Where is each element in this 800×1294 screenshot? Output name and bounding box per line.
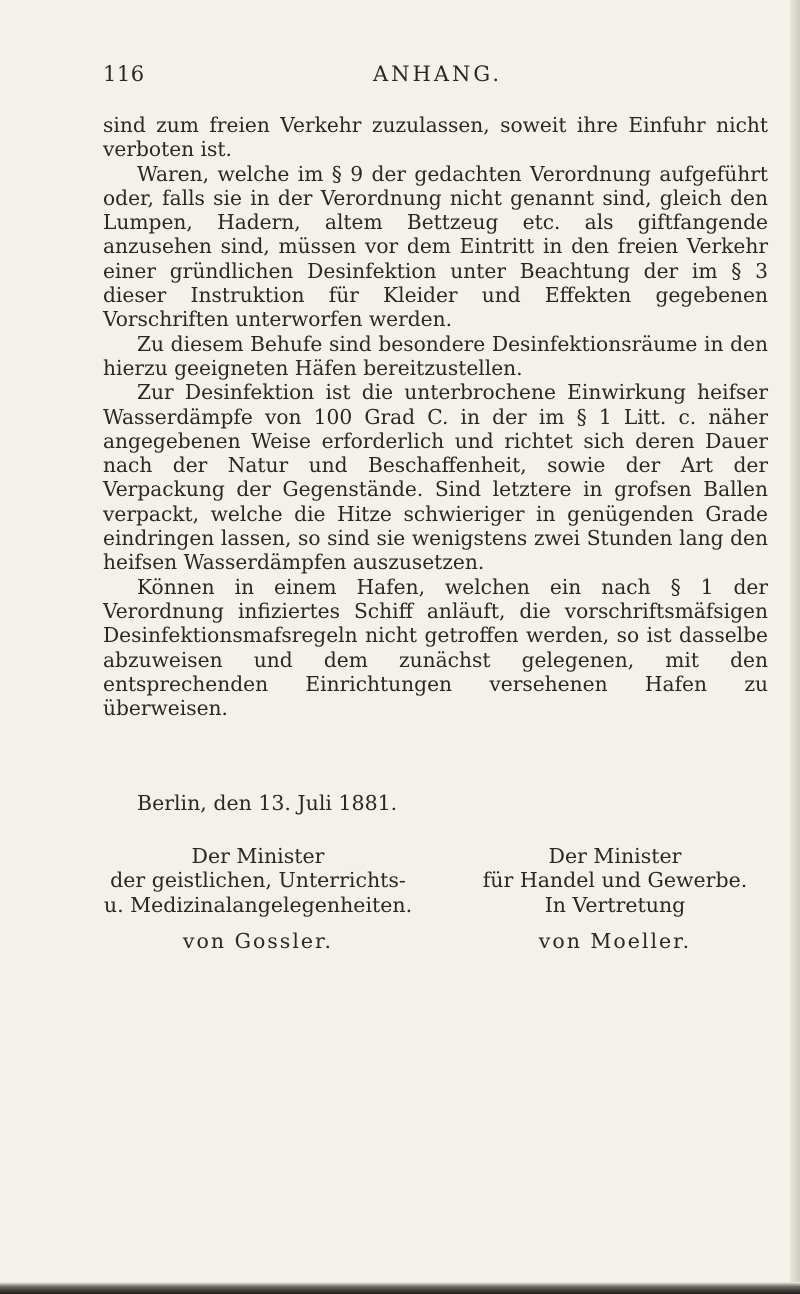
page-edge-shadow [790,0,800,1294]
running-head: ANHANG. [373,62,503,86]
signatory-name: von Gossler. [182,928,334,953]
signature-block-left [103,844,413,953]
page-bottom-edge [0,1282,800,1294]
paragraph: Waren, welche im § 9 der gedachten Verordnung aufgeführt oder, falls sie in der Verordnung nicht genannt sind, gleich den Lumpen, Hadern, altem Bettzeug etc. als giftfangende anzusehen sind, müssen vor dem Eintritt in den freien Verkehr einer gründlichen Desinfektion unter Beachtung der im § 3 dieser Instruktion für Kleider und Effekten gegebenen Vorschriften unterworfen werden. [103,161,768,332]
paragraph: sind zum freien Verkehr zuzulassen, soweit ihre Einfuhr nicht verboten ist. [103,113,768,162]
body-text [103,113,768,720]
dateline: Berlin, den 13. Juli 1881. [137,791,398,815]
paragraph: Zu diesem Behufe sind besondere Desinfektionsräume in den hierzu geeigneten Häfen bereitzustellen. [103,331,768,380]
signature-title: Der Minister [191,844,325,868]
signature-title: für Handel und Gewerbe. [482,868,748,893]
paragraph: Zur Desinfektion ist die unterbrochene Einwirkung heifser Wasserdämpfe von 100 Grad C. in der im § 1 Litt. c. näher angegebenen Weise erforderlich und richtet sich deren Dauer nach der Natur und Beschaffenheit, sowie der Art der Verpackung der Gegenstände. Sind letztere in grofsen Ballen verpackt, welche die Hitze schwieriger in genügenden Grade eindringen lassen, so sind sie wenigstens zwei Stunden lang den heifsen Wasserdämpfen auszusetzen. [103,380,768,575]
signature-title: In Vertretung [544,892,686,917]
signature-block-right [455,844,775,953]
page-header [103,62,710,92]
signature-title: der geistlichen, Unterrichts- [110,868,406,893]
signature-title: Der Minister [548,844,682,868]
paragraph: Können in einem Hafen, welchen ein nach § 1 der Verordnung infiziertes Schiff anläuft, die vorschriftsmäfsigen Desinfektionsmafsregeln nicht getroffen werden, so ist dasselbe abzuweisen und dem zunächst gelegenen, mit den entsprechenden Einrichtungen versehenen Hafen zu überweisen. [103,574,768,721]
signature-title: u. Medizinalangelegenheiten. [103,892,413,917]
page-number: 116 [103,62,145,86]
signatory-name: von Moeller. [538,928,692,953]
